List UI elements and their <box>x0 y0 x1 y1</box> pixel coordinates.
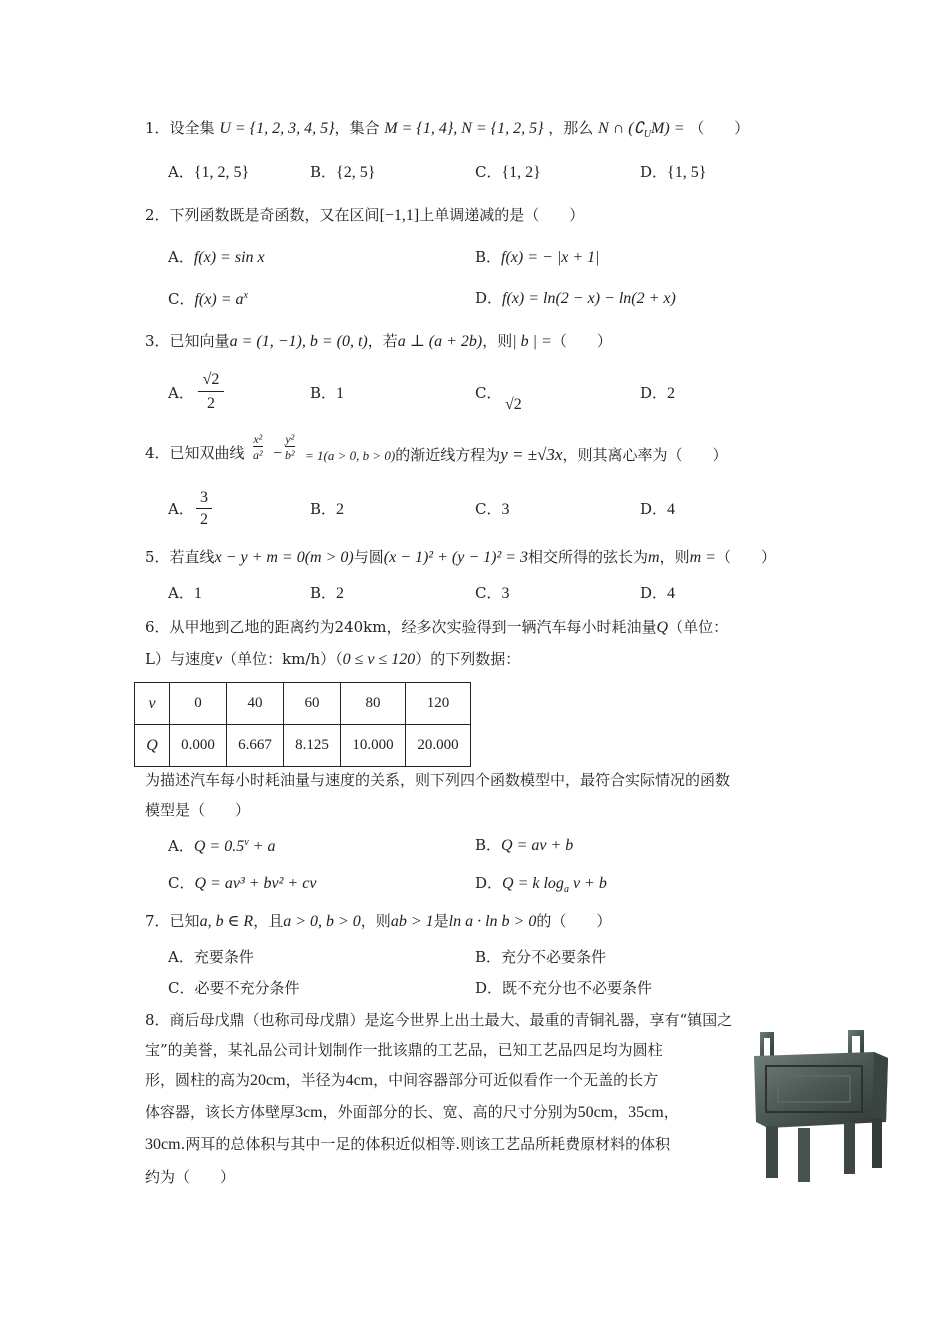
q6-option-b[interactable]: B．Q = av + b <box>475 836 574 854</box>
q7-option-d[interactable]: D．既不充分也不必要条件 <box>475 979 653 997</box>
q8-line3: 形，圆柱的高为20cm，半径为4cm，中间容器部分可近似看作一个无盖的长方 <box>145 1071 659 1089</box>
bronze-ding-image <box>748 1024 896 1184</box>
q8-line6: 约为（ ） <box>145 1168 236 1186</box>
q6-line2: L）与速度v（单位：km/h）（0 ≤ v ≤ 120）的下列数据： <box>145 650 521 668</box>
q4-option-d[interactable]: D．4 <box>640 500 676 518</box>
q5-option-c[interactable]: C．3 <box>475 584 510 602</box>
q6-after1: 为描述汽车每小时耗油量与速度的关系，则下列四个函数模型中，最符合实际情况的函数 <box>145 771 731 789</box>
q7-stem: 7．已知a, b ∈ R，且a > 0, b > 0，则ab > 1是ln a · ln b > 0的（ ） <box>145 912 612 930</box>
q3-option-d[interactable]: D．2 <box>640 384 676 402</box>
table-cell: 0 <box>170 683 227 725</box>
q4-option-c[interactable]: C．3 <box>475 500 510 518</box>
q2-option-c[interactable]: C．$f(x) = a^x$ <box>168 290 248 308</box>
q3-option-c[interactable]: C． <box>475 384 502 402</box>
table-row <box>135 725 471 767</box>
table-cell: 0.000 <box>170 725 227 767</box>
q4-frac1: x² a² <box>253 432 263 462</box>
q1-option-a[interactable]: A．{1, 2, 5} <box>168 163 250 181</box>
q5-option-a[interactable]: A．1 <box>168 584 202 602</box>
q4-stem: = 1(a > 0, b > 0)的渐近线方程为y = ±√3x，则其离心率为（ ） <box>305 445 728 464</box>
q3-option-c-value: √2 <box>505 396 522 413</box>
table-cell: 80 <box>341 683 406 725</box>
speed-fuel-table <box>134 682 471 767</box>
q1-option-d[interactable]: D．{1, 5} <box>640 163 707 181</box>
q8-line5: 30cm.两耳的总体积与其中一足的体积近似相等.则该工艺品所耗费原材料的体积 <box>145 1135 671 1153</box>
q3-option-b[interactable]: B．1 <box>310 384 345 402</box>
q1-option-c[interactable]: C．{1, 2} <box>475 163 541 181</box>
q3-option-a-fraction: √2 2 <box>198 372 224 412</box>
q6-line1: 6．从甲地到乙地的距离约为240km，经多次实验得到一辆汽车每小时耗油量Q（单位： <box>145 618 729 636</box>
q2-option-b[interactable]: B．f(x) = − |x + 1| <box>475 248 600 266</box>
q3-stem: 3．已知向量a = (1, −1), b = (0, t)，若a ⊥ (a + 2b)，则| b | =（ ） <box>145 332 612 350</box>
table-row-label: Q <box>135 725 170 767</box>
table-cell: 60 <box>284 683 341 725</box>
q8-line2: 宝”的美誉，某礼品公司计划制作一批该鼎的工艺品，已知工艺品四足均为圆柱 <box>145 1041 663 1059</box>
q6-option-c[interactable]: C．Q = av³ + bv² + cv <box>168 874 317 892</box>
table-row-label: v <box>135 683 170 725</box>
q6-option-a[interactable]: A．$Q = 0.5^v + a$ <box>168 837 276 855</box>
q4-frac2: y² b² <box>285 432 295 462</box>
q7-option-c[interactable]: C．必要不充分条件 <box>168 979 300 997</box>
q6-option-d[interactable]: D．Q = k $\log_a v + b$ <box>475 874 607 895</box>
q1-stem: 1．设全集 U = {1, 2, 3, 4, 5}，集合 M = {1, 4}, N = {1, 2, 5} ，那么 N ∩ $(∁_UM)$ = （ ） <box>145 119 750 140</box>
q4-option-b[interactable]: B．2 <box>310 500 345 518</box>
q8-line4: 体容器，该长方体壁厚3cm，外面部分的长、宽、高的尺寸分别为50cm，35cm， <box>145 1103 679 1121</box>
q2-stem: 2．下列函数既是奇函数，又在区间[−1,1]上单调递减的是（ ） <box>145 206 585 224</box>
q4-option-a[interactable]: A． <box>168 500 194 518</box>
table-cell: 20.000 <box>406 725 471 767</box>
q7-option-a[interactable]: A．充要条件 <box>168 948 254 966</box>
q6-after2: 模型是（ ） <box>145 801 251 819</box>
q5-option-b[interactable]: B．2 <box>310 584 345 602</box>
table-cell: 120 <box>406 683 471 725</box>
q2-option-d[interactable]: D．f(x) = ln(2 − x) − ln(2 + x) <box>475 289 676 307</box>
table-cell: 10.000 <box>341 725 406 767</box>
q1-option-b[interactable]: B．{2, 5} <box>310 163 376 181</box>
table-cell: 8.125 <box>284 725 341 767</box>
q7-option-b[interactable]: B．充分不必要条件 <box>475 948 607 966</box>
q8-line1: 8．商后母戊鼎（也称司母戊鼎）是迄今世界上出土最大、最重的青铜礼器，享有“镇国之 <box>145 1011 733 1029</box>
q4-minus: − <box>273 445 283 462</box>
q4-option-a-fraction: 3 2 <box>196 490 212 528</box>
q3-option-a[interactable]: A． <box>168 384 194 402</box>
q5-stem: 5．若直线x − y + m = 0(m > 0)与圆(x − 1)² + (y − 1)² = 3相交所得的弦长为m，则m =（ ） <box>145 548 776 566</box>
table-cell: 40 <box>227 683 284 725</box>
table-cell: 6.667 <box>227 725 284 767</box>
q5-option-d[interactable]: D．4 <box>640 584 676 602</box>
table-row <box>135 683 471 725</box>
q2-option-a[interactable]: A．f(x) = sin x <box>168 248 265 266</box>
q4-num: 4．已知双曲线 <box>145 444 245 462</box>
